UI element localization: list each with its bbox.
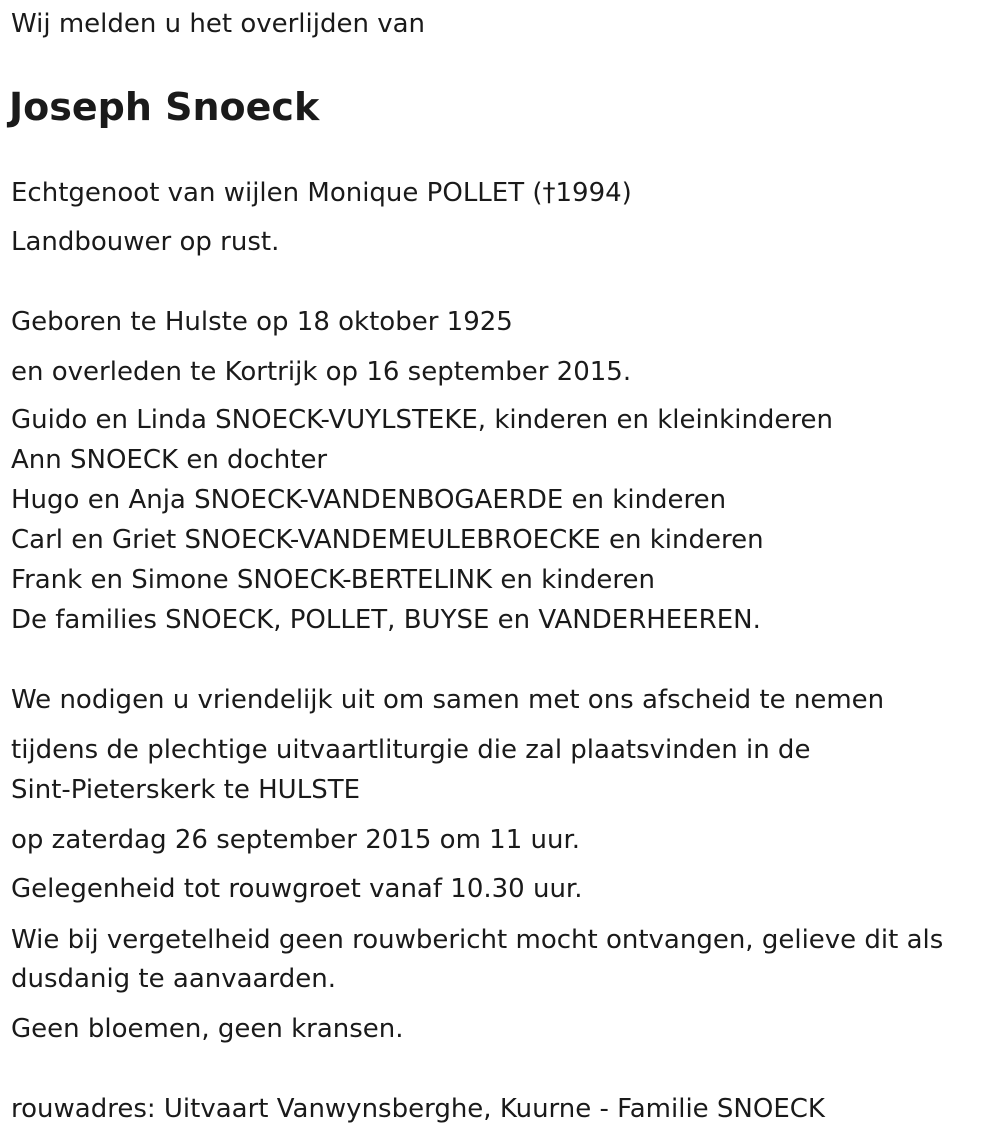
family-line: De families SNOECK, POLLET, BUYSE en VANDERHEEREN. bbox=[11, 605, 761, 635]
invitation-line: We nodigen u vriendelijk uit om samen met ons afscheid te nemen bbox=[11, 685, 885, 715]
funeral-date-text: op zaterdag 26 september 2015 om 11 uur. bbox=[11, 825, 581, 855]
notice-line: Wie bij vergetelheid geen rouwbericht mocht ontvangen, gelieve dit als bbox=[11, 925, 944, 955]
death-text: en overleden te Kortrijk op 16 september 2015. bbox=[11, 357, 632, 387]
flowers-text: Geen bloemen, geen kransen. bbox=[11, 1014, 404, 1044]
family-line: Frank en Simone SNOECK-BERTELINK en kinderen bbox=[11, 565, 655, 595]
notice-line: dusdanig te aanvaarden. bbox=[11, 964, 336, 994]
invitation-line: tijdens de plechtige uitvaartliturgie die zal plaatsvinden in de bbox=[11, 735, 811, 765]
address-text: rouwadres: Uitvaart Vanwynsberghe, Kuurne - Familie SNOECK bbox=[11, 1094, 825, 1124]
family-line: Guido en Linda SNOECK-VUYLSTEKE, kinderen en kleinkinderen bbox=[11, 405, 834, 435]
deceased-name: Joseph Snoeck bbox=[9, 85, 320, 129]
family-line: Hugo en Anja SNOECK-VANDENBOGAERDE en kinderen bbox=[11, 485, 727, 515]
family-line: Ann SNOECK en dochter bbox=[11, 445, 328, 475]
spouse-text: Echtgenoot van wijlen Monique POLLET (†1994) bbox=[11, 178, 632, 208]
birth-text: Geboren te Hulste op 18 oktober 1925 bbox=[11, 307, 513, 337]
intro-text: Wij melden u het overlijden van bbox=[11, 9, 426, 39]
invitation-line: Sint-Pieterskerk te HULSTE bbox=[11, 775, 361, 805]
condolence-text: Gelegenheid tot rouwgroet vanaf 10.30 uur. bbox=[11, 874, 583, 904]
occupation-text: Landbouwer op rust. bbox=[11, 227, 280, 257]
family-line: Carl en Griet SNOECK-VANDEMEULEBROECKE en kinderen bbox=[11, 525, 764, 555]
